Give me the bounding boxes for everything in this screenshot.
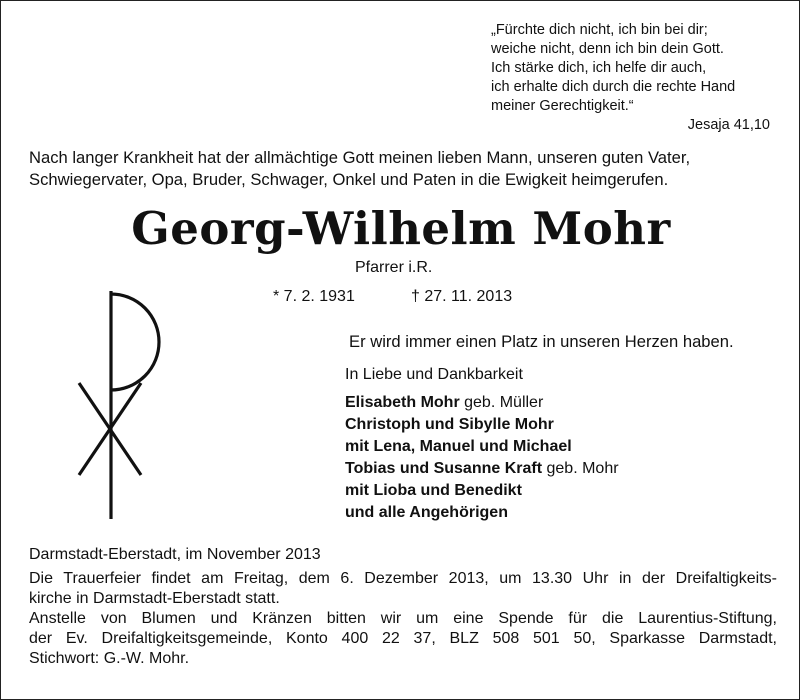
- family-member: Elisabeth Mohr geb. Müller: [345, 394, 544, 411]
- funeral-line: kirche in Darmstadt-Eberstadt statt.: [29, 590, 280, 607]
- family-list: [345, 392, 619, 524]
- family-member: mit Lioba und Benedikt: [345, 482, 522, 499]
- place-date: Darmstadt-Eberstadt, im November 2013: [29, 546, 321, 563]
- quote-source: Jesaja 41,10: [687, 117, 770, 133]
- quote-line: „Fürchte dich nicht, ich bin bei dir;: [491, 22, 708, 38]
- family-member: mit Lena, Manuel und Michael: [345, 438, 572, 455]
- family-member: und alle Angehörigen: [345, 504, 508, 521]
- deceased-name: Georg-Wilhelm Mohr: [131, 202, 671, 255]
- donation-line: Stichwort: G.-W. Mohr.: [29, 650, 190, 667]
- intro-line: Schwiegervater, Opa, Bruder, Schwager, Onkel und Paten in die Ewigkeit heimgerufen.: [29, 170, 669, 189]
- footer-text: [29, 545, 777, 669]
- birth-date: * 7. 2. 1931: [273, 288, 355, 305]
- motto: Er wird immer einen Platz in unseren Herzen haben.: [349, 332, 734, 351]
- intro-line: Nach langer Krankheit hat der allmächtige Gott meinen lieben Mann, unseren guten Vater,: [29, 148, 691, 167]
- death-date: † 27. 11. 2013: [411, 288, 513, 305]
- chi-rho-icon: [71, 291, 181, 521]
- bible-quote: [491, 21, 776, 135]
- quote-line: ich erhalte dich durch die rechte Hand: [491, 79, 736, 95]
- quote-line: meiner Gerechtigkeit.“: [491, 98, 634, 114]
- deceased-title: Pfarrer i.R.: [355, 259, 433, 276]
- quote-line: Ich stärke dich, ich helfe dir auch,: [491, 60, 707, 76]
- family-member: Tobias und Susanne Kraft geb. Mohr: [345, 460, 619, 477]
- thanks-line: In Liebe und Dankbarkeit: [345, 366, 523, 383]
- quote-line: weiche nicht, denn ich bin dein Gott.: [491, 41, 724, 57]
- family-member: Christoph und Sibylle Mohr: [345, 416, 554, 433]
- intro-text: [29, 147, 779, 191]
- donation-line: Anstelle von Blumen und Kränzen bitten wir um eine Spende für die Laurentius-Stiftung,: [29, 610, 777, 627]
- donation-line: der Ev. Dreifaltigkeitsgemeinde, Konto 400 22 37, BLZ 508 501 50, Sparkasse Darmstadt,: [29, 630, 777, 647]
- funeral-line: Die Trauerfeier findet am Freitag, dem 6. Dezember 2013, um 13.30 Uhr in der Dreifaltigkeits-: [29, 570, 777, 587]
